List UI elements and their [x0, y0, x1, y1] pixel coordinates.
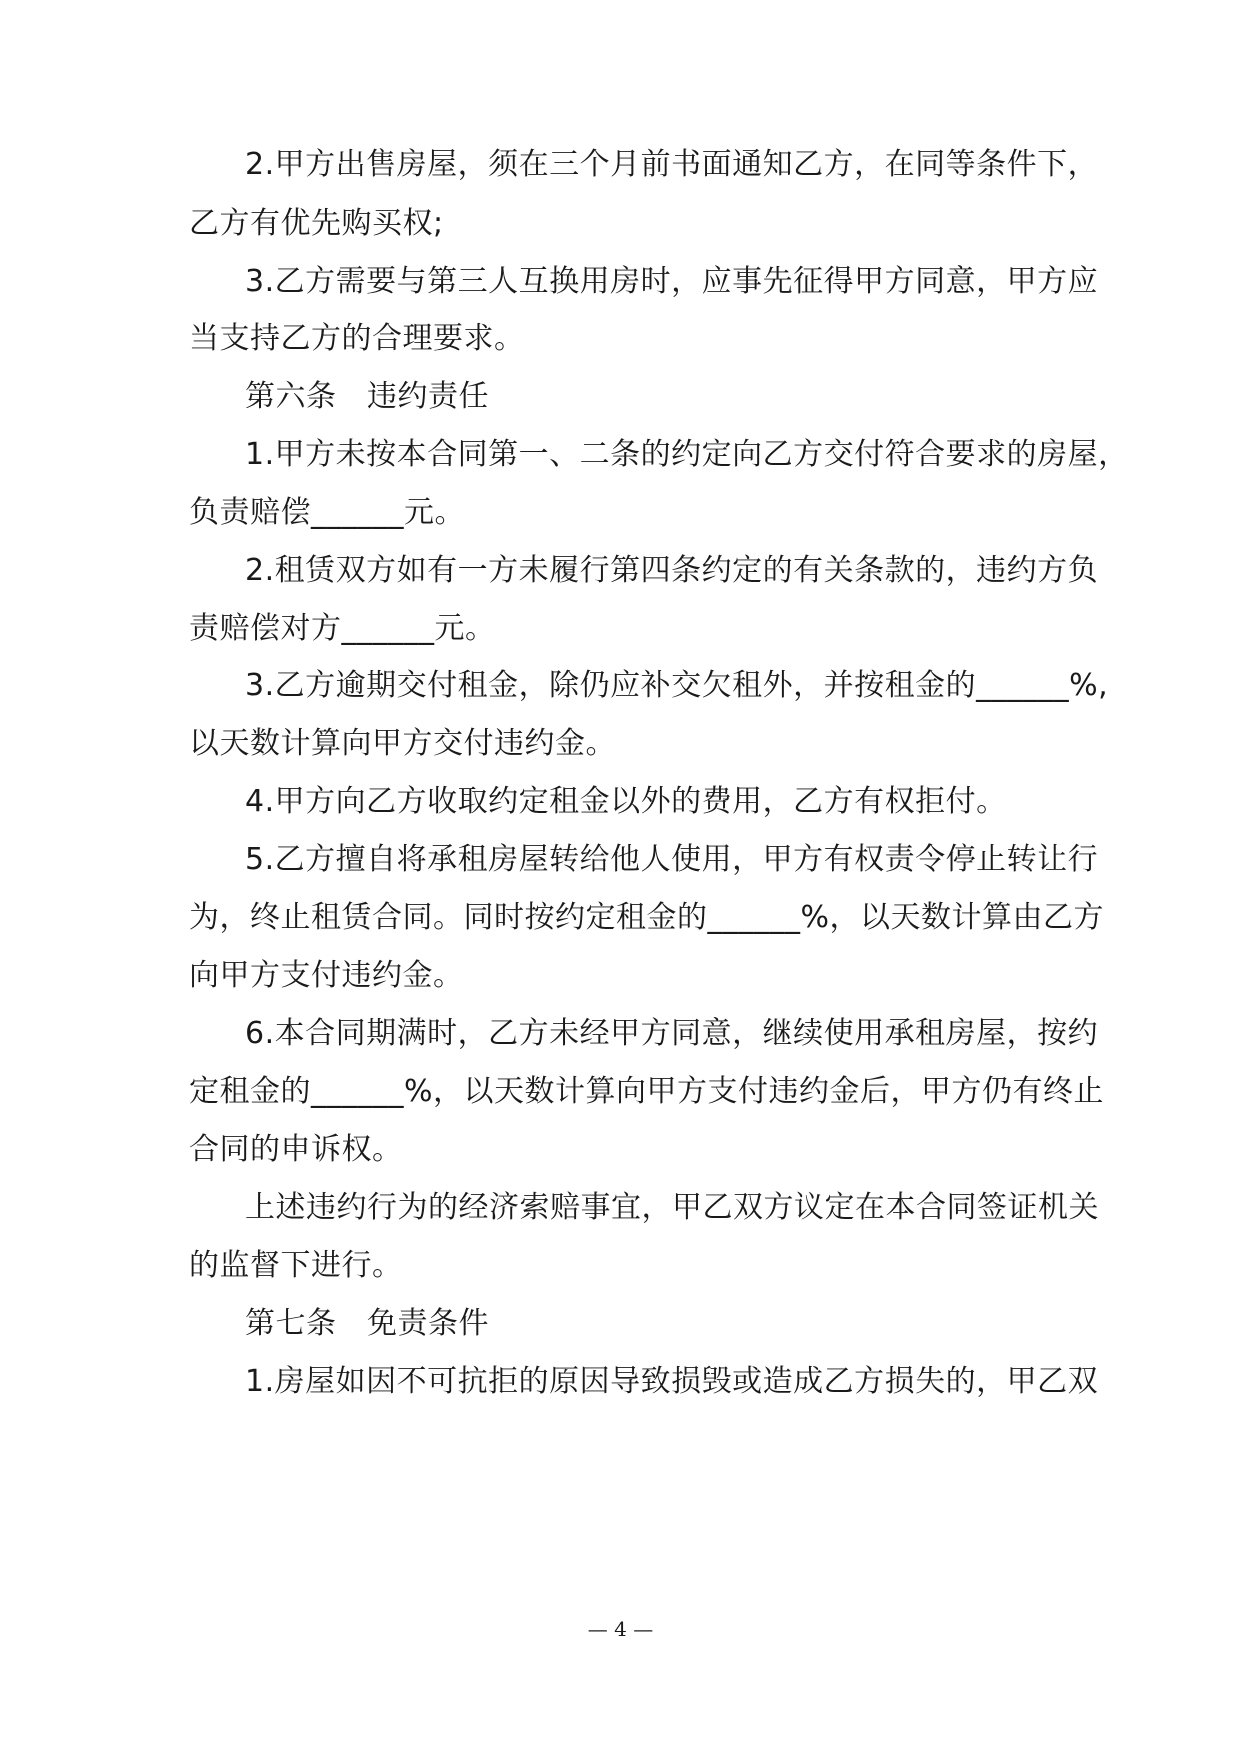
paragraph-line: 1.房屋如因不可抗拒的原因导致损毁或造成乙方损失的，甲乙双: [245, 1364, 1099, 1399]
paragraph-line: 以天数计算向甲方交付违约金。: [189, 726, 616, 761]
paragraph-line: 1.甲方未按本合同第一、二条的约定向乙方交付符合要求的房屋，: [245, 437, 1129, 472]
paragraph-line: 2.甲方出售房屋，须在三个月前书面通知乙方，在同等条件下，: [245, 147, 1099, 182]
paragraph-line: 当支持乙方的合理要求。: [189, 321, 525, 356]
section-heading: 第六条 违约责任: [245, 379, 489, 414]
paragraph-line: 4.甲方向乙方收取约定租金以外的费用，乙方有权拒付。: [245, 784, 1007, 819]
paragraph-line: 的监督下进行。: [189, 1248, 403, 1283]
paragraph-line: 乙方有优先购买权;: [189, 206, 444, 241]
paragraph-line: 6.本合同期满时，乙方未经甲方同意，继续使用承租房屋，按约: [245, 1016, 1099, 1051]
paragraph-line: 5.乙方擅自将承租房屋转给他人使用，甲方有权责令停止转让行: [245, 842, 1099, 877]
paragraph-line: 责赔偿对方______元。: [189, 611, 496, 646]
paragraph-line: 为，终止租赁合同。同时按约定租金的______%，以天数计算由乙方: [189, 900, 1105, 935]
paragraph-line: 3.乙方需要与第三人互换用房时，应事先征得甲方同意，甲方应: [245, 264, 1099, 299]
page-number: — 4 —: [587, 1617, 654, 1641]
paragraph-line: 3.乙方逾期交付租金，除仍应补交欠租外，并按租金的______%,: [245, 668, 1109, 703]
paragraph-line: 上述违约行为的经济索赔事宜，甲乙双方议定在本合同签证机关: [245, 1190, 1099, 1225]
paragraph-line: 2.租赁双方如有一方未履行第四条约定的有关条款的，违约方负: [245, 553, 1099, 588]
paragraph-line: 负责赔偿______元。: [189, 495, 465, 530]
section-heading: 第七条 免责条件: [245, 1306, 489, 1341]
paragraph-line: 定租金的______%，以天数计算向甲方支付违约金后，甲方仍有终止: [189, 1074, 1105, 1109]
paragraph-line: 向甲方支付违约金。: [189, 958, 464, 993]
paragraph-line: 合同的申诉权。: [189, 1132, 403, 1167]
